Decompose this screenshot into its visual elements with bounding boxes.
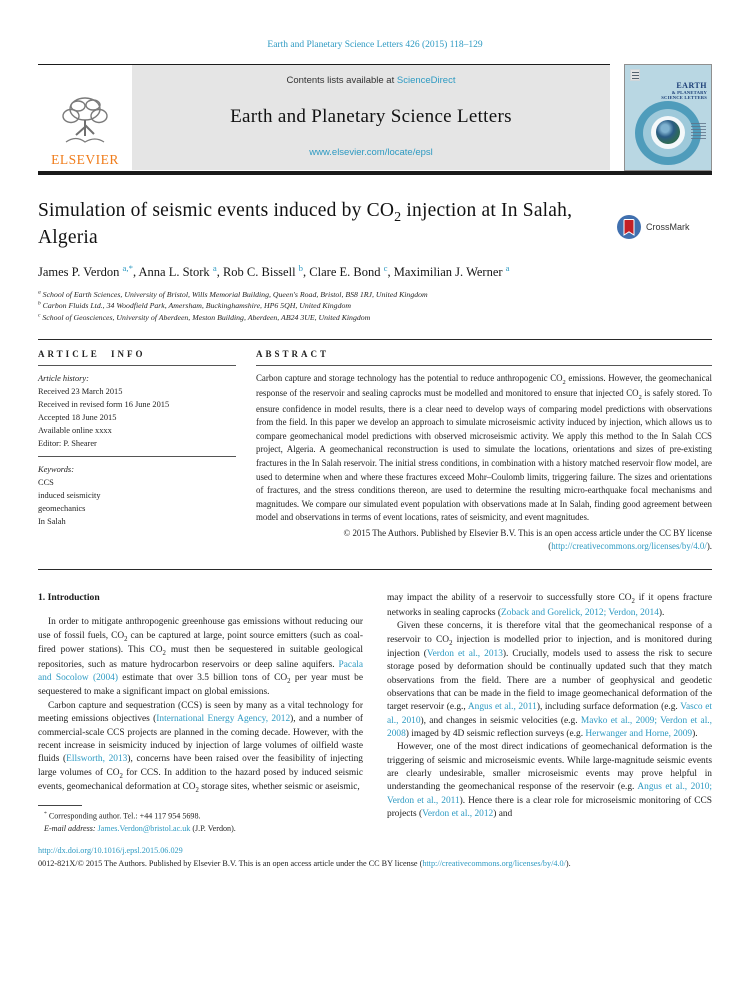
inline-link[interactable]: Herwanger and Horne, 2009 [585, 729, 693, 740]
inline-link[interactable]: James.Verdon@bristol.ac.uk [97, 824, 191, 834]
elsevier-wordmark: ELSEVIER [51, 152, 119, 167]
journal-cover-thumbnail[interactable] [624, 64, 712, 171]
section-divider-rule [38, 569, 712, 570]
journal-title: Earth and Planetary Science Letters [230, 105, 512, 127]
article-history [38, 372, 236, 450]
keyword: geomechanics [38, 503, 86, 513]
inline-link[interactable]: International Energy Agency, 2012 [156, 714, 291, 725]
keyword: CCS [38, 477, 54, 487]
article-history-label: Article history: [38, 373, 89, 383]
journal-url-link[interactable]: www.elsevier.com/locate/epsl [309, 147, 433, 158]
affiliation-c: $^c$ School of Geosciences, University of Aberdeen, Meston Building, Aberdeen, AB24 3UE, United Kingdom [38, 311, 371, 322]
footnote-rule [38, 805, 82, 806]
abstract-text: Carbon capture and storage technology has the potential to reduce anthropogenic $CO_2$ emissions. However, the geomechanical response of the reservoir and sealing caprocks must be modelled and monitored to ensure that injected $CO_2$ is safely stored. To ensure confidence in model results, there is a clear need to develop ways of comparing model predictions with observations from the field. In this paper we develop an approach to simulate microseismic activity induced by injection, which allows us to compare geomechanical model predictions with observed microseismic activity. We apply this method to the In Salah CCS project, Algeria. A geomechanical reconstruction is used to simulate the locations, orientations and sizes of pre-existing fractures in the In Salah reservoir. The initial stress conditions, in combination with a history matched reservoir flow model, are used to determine when and where these fractures exceed Mohr–Coulomb limits, triggering failure. The sizes and orientations of fractures, and the stress conditions thereon, are used to determine the resulting micro-earthquake focal mechanisms and magnitudes. We compare our simulated event population with observations made at In Salah, finding good agreement between model and observations in terms of event locations, rates of seismicity, and event magnitudes. [256, 372, 712, 523]
body-left-column [38, 592, 363, 835]
history-online: Available online xxxx [38, 425, 112, 435]
body-paragraph: However, one of the most direct indications of geomechanical deformation is the triggering of seismic and microseismic events. While large-magnitude seismic events are clearly undesirable, smaller microseismic events may prove helpful in understanding the geomechanical response of the reservoir (e.g. Angus et al., 2010; Verdon et al., 2011). Hence there is a clear role for microseismic monitoring of CCS projects (Verdon et al., 2012) and [387, 742, 712, 820]
body-right-column [387, 592, 712, 835]
inline-link[interactable]: http://creativecommons.org/licenses/by/4.0/ [551, 541, 707, 552]
affiliation-b: $^b$ Carbon Fluids Ltd., 34 Woodfield Park, Amersham, Buckinghamshire, HP6 5QH, United Kingdom [38, 300, 352, 311]
authors-line: James P. Verdon $^{a,*}$, Anna L. Stork $^a$, Rob C. Bissell $^b$, Clare E. Bond $^c$, Maximilian J. Werner $^a$ [38, 262, 510, 279]
cover-publisher-emblem-icon [630, 69, 640, 81]
keywords-block [38, 463, 236, 528]
elsevier-tree-icon [56, 95, 114, 151]
inline-link[interactable]: Verdon et al., 2013 [426, 649, 503, 659]
article-info-column [38, 349, 236, 554]
abstract-rule [256, 365, 712, 366]
article-info-rule [38, 365, 236, 366]
journal-masthead [38, 64, 712, 171]
crossmark-label: CrossMark [646, 222, 690, 233]
history-received: Received 23 March 2015 [38, 386, 123, 396]
keywords-rule [38, 456, 236, 457]
inline-link[interactable]: Ellsworth, 2013 [66, 754, 128, 765]
corresponding-author-footnote [38, 795, 363, 835]
elsevier-logo[interactable] [38, 65, 132, 170]
body-paragraph: In order to mitigate anthropogenic greenhouse gas emissions without reducing our use of fossil fuels, $CO_2$ can be captured at large, point source emitters (such as coal-fired power stations). This $CO_2$ must then be sequestered in suitable geological repositories, such as mature hydrocarbon reservoirs or deep saline aquifers. Pacala and Socolow (2004) estimate that over 3.5 billion tons of $CO_2$ per year must be sequestered to make a significant impact on global emissions. [38, 617, 363, 698]
article-info-heading: ARTICLE INFO [38, 348, 146, 359]
crossmark-badge[interactable] [616, 205, 712, 250]
article-title: Simulation of seismic events induced by $CO_2$ injection at In Salah, Algeria [38, 200, 573, 249]
issn-copyright-line: 0012-821X/© 2015 The Authors. Published by Elsevier B.V. This is an open access article under the CC BY license (http://creativecommons.org/licenses/by/4.0/). [38, 859, 571, 869]
introduction-heading: 1. Introduction [38, 592, 100, 604]
running-head-citation: Earth and Planetary Science Letters 426 (2015) 118–129 [267, 40, 483, 50]
contents-line [287, 75, 456, 86]
masthead-banner [38, 64, 610, 170]
affiliation-a: $^a$ School of Earth Sciences, University of Bristol, Wills Memorial Building, Queen's Road, Bristol, BS8 1RJ, United Kingdom [38, 289, 428, 299]
contents-prefix: Contents lists available at [286, 75, 397, 86]
inline-link[interactable]: Angus et al., 2010; Verdon et al., 2011 [387, 782, 712, 806]
body-paragraph: Given these concerns, it is therefore vital that the geomechanical response of a reservoir to $CO_2$ injection is modelled prior to injection, and is monitored during injection (Verdon et al., 2013). Crucially, models used to assess the risk to secure storage posed by deformation should be continually updated such that they match observations from the field. There are a number of geophysical and geodetic observations that can be made in the field to image geomechanical deformation of the target reservoir (e.g., Angus et al., 2011), including surface deformation (e.g. Vasco et al., 2010), and changes in seismic velocities (e.g. Mavko et al., 2009; Verdon et al., 2008) imaged by 4D seismic reflection surveys (e.g. Herwanger and Horne, 2009). [387, 621, 712, 740]
page-footer [38, 845, 712, 870]
title-row [38, 199, 712, 250]
footnote-tel: * Corresponding author. Tel.: +44 117 954 5698. [44, 811, 201, 822]
keywords-label: Keywords: [38, 464, 74, 474]
masthead-bottom-rule [38, 171, 712, 175]
inline-link[interactable]: Mavko et al., 2009; Verdon et al., 2008 [387, 715, 712, 740]
keyword: induced seismicity [38, 490, 101, 500]
history-accepted: Accepted 18 June 2015 [38, 412, 117, 422]
cover-earth-globe-icon [656, 120, 680, 144]
masthead-center-panel [132, 65, 610, 170]
abstract-column [256, 349, 712, 554]
inline-link[interactable]: Angus et al., 2011 [467, 702, 537, 713]
cover-title: EARTH & PLANETARY SCIENCE LETTERS [661, 81, 707, 100]
body-paragraph: may impact the ability of a reservoir to successfully store $CO_2$ if it opens fracture networks in sealing caprocks (Zoback and Gorelick, 2012; Verdon, 2014). [387, 593, 713, 618]
footnote-email: E-mail address: James.Verdon@bristol.ac.uk (J.P. Verdon). [44, 824, 236, 834]
keyword: In Salah [38, 517, 66, 526]
body-paragraph: Carbon capture and sequestration (CCS) is seen by many as a vital technology for meeting emissions objectives (International Energy Agency, 2012), and a number of commercial-scale CCS projects are planned in the coming decade. However, with the recent increase in seismicity induced by injection of large volumes of oilfield waste fluids (Ellsworth, 2013), concerns have been raised over the feasibility of injecting large volumes of $CO_2$ for CCS. In addition to the hazard posed by induced seismic events, geomechanical deformation at $CO_2$ storage sites, whether seismic or aseismic, [38, 700, 364, 794]
abstract-copyright: © 2015 The Authors. Published by Elsevier B.V. This is an open access article under the CC BY license (http://creativecommons.org/licenses/by/4.0/). [343, 527, 712, 552]
inline-link[interactable]: Verdon et al., 2012 [422, 809, 494, 820]
info-abstract-section [38, 340, 712, 554]
article-body [38, 592, 712, 835]
crossmark-icon [616, 214, 642, 240]
inline-link[interactable]: http://creativecommons.org/licenses/by/4.0/ [422, 859, 566, 869]
history-revised: Received in revised form 16 June 2015 [38, 399, 170, 409]
cover-fine-print [691, 123, 706, 139]
inline-link[interactable]: Vasco et al., 2010 [387, 702, 712, 726]
sciencedirect-link[interactable]: ScienceDirect [396, 75, 456, 86]
history-editor: Editor: P. Shearer [38, 438, 97, 448]
doi-link[interactable]: http://dx.doi.org/10.1016/j.epsl.2015.06.029 [38, 846, 183, 856]
inline-link[interactable]: Zoback and Gorelick, 2012; Verdon, 2014 [501, 607, 659, 618]
abstract-heading: ABSTRACT [256, 348, 330, 359]
affiliations [38, 289, 712, 323]
inline-link[interactable]: Pacala and Socolow (2004) [38, 659, 363, 683]
masthead-gap [610, 64, 624, 171]
